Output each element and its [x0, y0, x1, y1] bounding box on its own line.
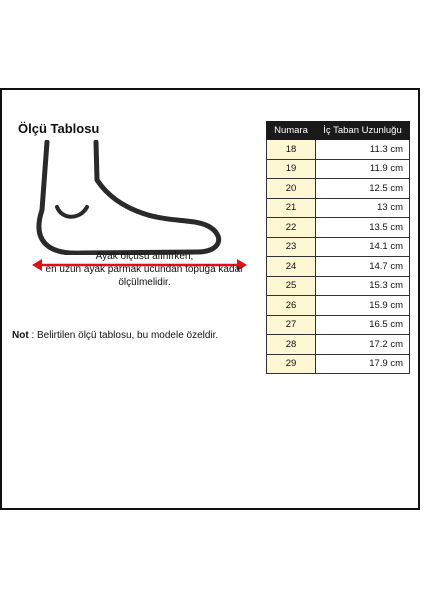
size-chart-frame	[0, 88, 420, 510]
table-row	[267, 296, 410, 316]
table-row	[267, 335, 410, 355]
length-cell: 13 cm	[316, 198, 410, 218]
table-row	[267, 354, 410, 374]
size-cell: 28	[267, 335, 316, 355]
table-row	[267, 179, 410, 199]
instruction-line: en uzun ayak parmak ucundan topuğa kadar	[45, 264, 244, 275]
length-cell: 13.5 cm	[316, 218, 410, 238]
table-row	[267, 218, 410, 238]
table-header-row	[267, 122, 410, 140]
table-row	[267, 315, 410, 335]
table-row	[267, 140, 410, 160]
size-cell: 26	[267, 296, 316, 316]
length-cell: 14.7 cm	[316, 257, 410, 277]
size-cell: 24	[267, 257, 316, 277]
length-cell: 12.5 cm	[316, 179, 410, 199]
table-row	[267, 257, 410, 277]
column-header-length: İç Taban Uzunluğu	[316, 122, 410, 140]
model-note	[12, 330, 218, 341]
length-cell: 15.9 cm	[316, 296, 410, 316]
length-cell: 17.2 cm	[316, 335, 410, 355]
size-cell: 25	[267, 276, 316, 296]
size-cell: 23	[267, 237, 316, 257]
size-table	[266, 121, 410, 374]
table-row	[267, 237, 410, 257]
measurement-instructions	[12, 250, 277, 289]
length-cell: 15.3 cm	[316, 276, 410, 296]
size-cell: 22	[267, 218, 316, 238]
length-cell: 11.9 cm	[316, 159, 410, 179]
instruction-line: ölçülmelidir.	[118, 277, 171, 288]
length-cell: 17.9 cm	[316, 354, 410, 374]
table-row	[267, 198, 410, 218]
instruction-line: Ayak ölçüsü alınırken;	[95, 251, 194, 262]
size-cell: 20	[267, 179, 316, 199]
foot-outline-icon	[22, 140, 222, 255]
note-text: : Belirtilen ölçü tablosu, bu modele özeldir.	[28, 330, 219, 341]
length-cell: 16.5 cm	[316, 315, 410, 335]
length-cell: 11.3 cm	[316, 140, 410, 160]
size-cell: 21	[267, 198, 316, 218]
chart-title: Ölçü Tablosu	[18, 121, 100, 136]
column-header-size: Numara	[267, 122, 316, 140]
table-row	[267, 276, 410, 296]
length-cell: 14.1 cm	[316, 237, 410, 257]
note-label: Not	[12, 330, 29, 341]
size-cell: 18	[267, 140, 316, 160]
size-cell: 29	[267, 354, 316, 374]
size-cell: 19	[267, 159, 316, 179]
size-cell: 27	[267, 315, 316, 335]
table-row	[267, 159, 410, 179]
